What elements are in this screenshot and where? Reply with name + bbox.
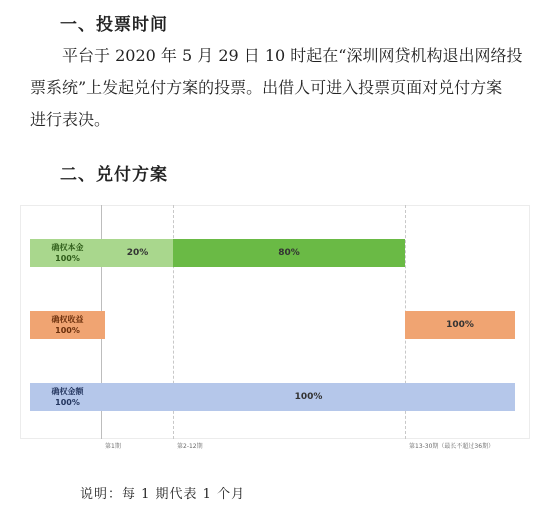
bar-label: 20% xyxy=(126,248,149,258)
bar-label: 100% xyxy=(446,320,474,330)
chart-note: 说明：每 1 期代表 1 个月 xyxy=(80,487,246,502)
bar-label: 80% xyxy=(278,248,300,258)
paragraph-line: 平台于 2020 年 5 月 29 日 10 时起在“深圳网贷机构退出网络投 xyxy=(62,46,523,65)
category-name: 确权本金 xyxy=(51,243,84,252)
bar-segment-principal-period1 xyxy=(102,239,173,267)
bar-segment-principal-period2-12 xyxy=(173,239,405,267)
category-label-principal xyxy=(30,239,105,267)
category-label-income xyxy=(30,311,105,339)
category-percent: 100% xyxy=(55,326,80,335)
period-label: 第2-12期 xyxy=(177,443,203,450)
bar-segment-amount-all-periods xyxy=(102,383,515,411)
category-percent: 100% xyxy=(55,254,80,263)
category-label-amount xyxy=(30,383,105,411)
section-title-voting-time: 一、投票时间 xyxy=(60,15,168,35)
paragraph-line: 票系统”上发起兑付方案的投票。出借人可进入投票页面对兑付方案 xyxy=(30,78,503,97)
bar-segment-income-period13-30 xyxy=(405,311,515,339)
payment-plan-chart xyxy=(20,205,530,455)
category-name: 确权金额 xyxy=(51,387,84,396)
category-name: 确权收益 xyxy=(51,315,84,324)
category-percent: 100% xyxy=(55,398,80,407)
period-label: 第13-30期（最长不超过36期） xyxy=(409,443,495,450)
paragraph-line: 进行表决。 xyxy=(30,110,111,129)
period-label: 第1期 xyxy=(105,443,121,450)
bar-label: 100% xyxy=(294,392,323,402)
section-title-payment-plan: 二、兑付方案 xyxy=(60,165,168,185)
